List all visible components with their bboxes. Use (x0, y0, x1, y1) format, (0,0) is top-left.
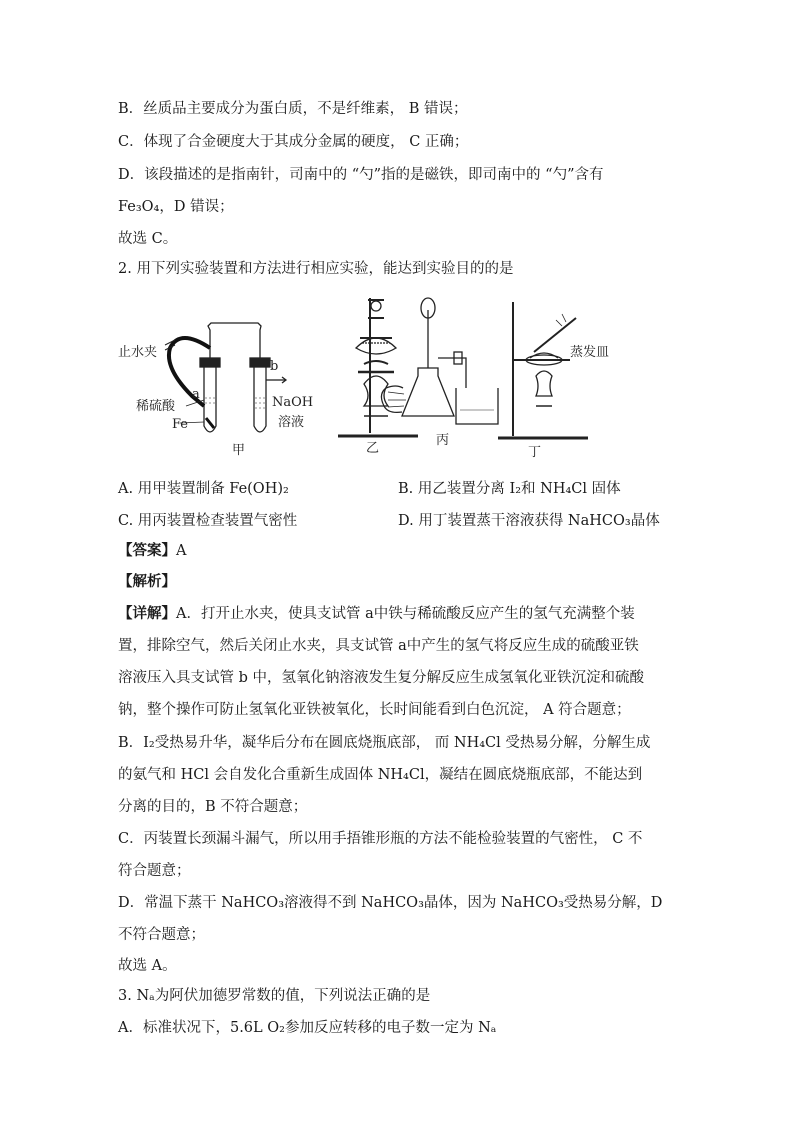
q2-option-c: C. 用丙装置检查装置气密性 (118, 513, 298, 529)
label-yi: 乙 (366, 441, 380, 456)
label-ding: 丁 (528, 445, 542, 460)
q2-detail-line-0 (118, 604, 635, 624)
q2-conclusion: 故选 A。 (118, 958, 177, 974)
apparatus-yi (338, 298, 418, 436)
q3-option-a: A．标准状况下，5.6L O₂参加反应转移的电子数一定为 Nₐ (118, 1020, 497, 1036)
q2-answer (118, 541, 186, 561)
q2-detail-line-6: 分离的目的，B 不符合题意； (118, 799, 308, 815)
q2-option-d: D. 用丁装置蒸干溶液获得 NaHCO₃晶体 (398, 513, 660, 529)
explanation-text: A．打开止水夹，使具支试管 a中铁与稀硫酸反应产生的氢气充满整个装 (176, 606, 635, 622)
detail-label: 【详解】 (118, 605, 176, 622)
q2-detail-line-5: 的氨气和 HCl 会自发化合重新生成固体 NH₄Cl，凝结在圆底烧瓶底部，不能达到 (118, 767, 643, 783)
label-acid: 稀硫酸 (136, 399, 176, 414)
q2-detail-line-7: C．丙装置长颈漏斗漏气，所以用手捂锥形瓶的方法不能检验装置的气密性， C 不 (118, 831, 643, 847)
q1-explanation-b: B．丝质品主要成分为蛋白质，不是纤维素， B 错误； (118, 101, 468, 117)
label-evap: 蒸发皿 (570, 345, 610, 360)
label-clamp: 止水夹 (118, 345, 158, 360)
q3-stem: 3. Nₐ为阿伏加德罗常数的值，下列说法正确的是 (118, 988, 431, 1004)
q2-detail-line-8: 符合题意； (118, 863, 191, 879)
q1-conclusion: 故选 C。 (118, 231, 178, 247)
q2-detail-line-2: 溶液压入具支试管 b 中，氢氧化钠溶液发生复分解反应生成氢氧化亚铁沉淀和硫酸 (118, 670, 644, 686)
q2-detail-line-1: 置，排除空气，然后关闭止水夹，具支试管 a中产生的氢气将反应生成的硫酸亚铁 (118, 638, 639, 654)
label-fe: Fe (172, 417, 189, 432)
analysis-label: 【解析】 (118, 573, 176, 590)
apparatus-bing (381, 298, 498, 424)
label-naoh: NaOH (272, 395, 314, 410)
q1-explanation-c: C．体现了合金硬度大于其成分金属的硬度， C 正确； (118, 134, 469, 150)
label-jia: 甲 (232, 443, 246, 458)
q2-stem: 2. 用下列实验装置和方法进行相应实验，能达到实验目的的是 (118, 261, 514, 277)
label-bing: 丙 (436, 433, 450, 448)
q2-detail-line-9: D．常温下蒸干 NaHCO₃溶液得不到 NaHCO₃晶体，因为 NaHCO₃受热易分解，D (118, 895, 663, 911)
apparatus-ding (498, 302, 588, 438)
q2-detail-line-3: 钠，整个操作可防止氢氧化亚铁被氧化，长时间能看到白色沉淀， A 符合题意； (118, 702, 631, 718)
answer-value: A (176, 543, 187, 559)
apparatus-figure (118, 288, 648, 463)
q1-explanation-d-cont: Fe₃O₄，D 错误； (118, 199, 234, 215)
q2-analysis-label (118, 572, 176, 592)
label-solution: 溶液 (278, 415, 305, 430)
q2-option-b: B. 用乙装置分离 I₂和 NH₄Cl 固体 (398, 481, 621, 497)
q1-explanation-d: D．该段描述的是指南针，司南中的 “勺”指的是磁铁，即司南中的 “勺”含有 (118, 167, 604, 183)
apparatus-jia (165, 323, 286, 432)
label-b: b (270, 359, 279, 374)
q2-detail-line-4: B．I₂受热易升华，凝华后分布在圆底烧瓶底部， 而 NH₄Cl 受热易分解，分解生成 (118, 735, 651, 751)
q2-option-a: A. 用甲装置制备 Fe(OH)₂ (118, 481, 289, 497)
answer-label: 【答案】 (118, 542, 176, 559)
label-a: a (192, 387, 200, 402)
q2-detail-line-10: 不符合题意； (118, 927, 205, 943)
